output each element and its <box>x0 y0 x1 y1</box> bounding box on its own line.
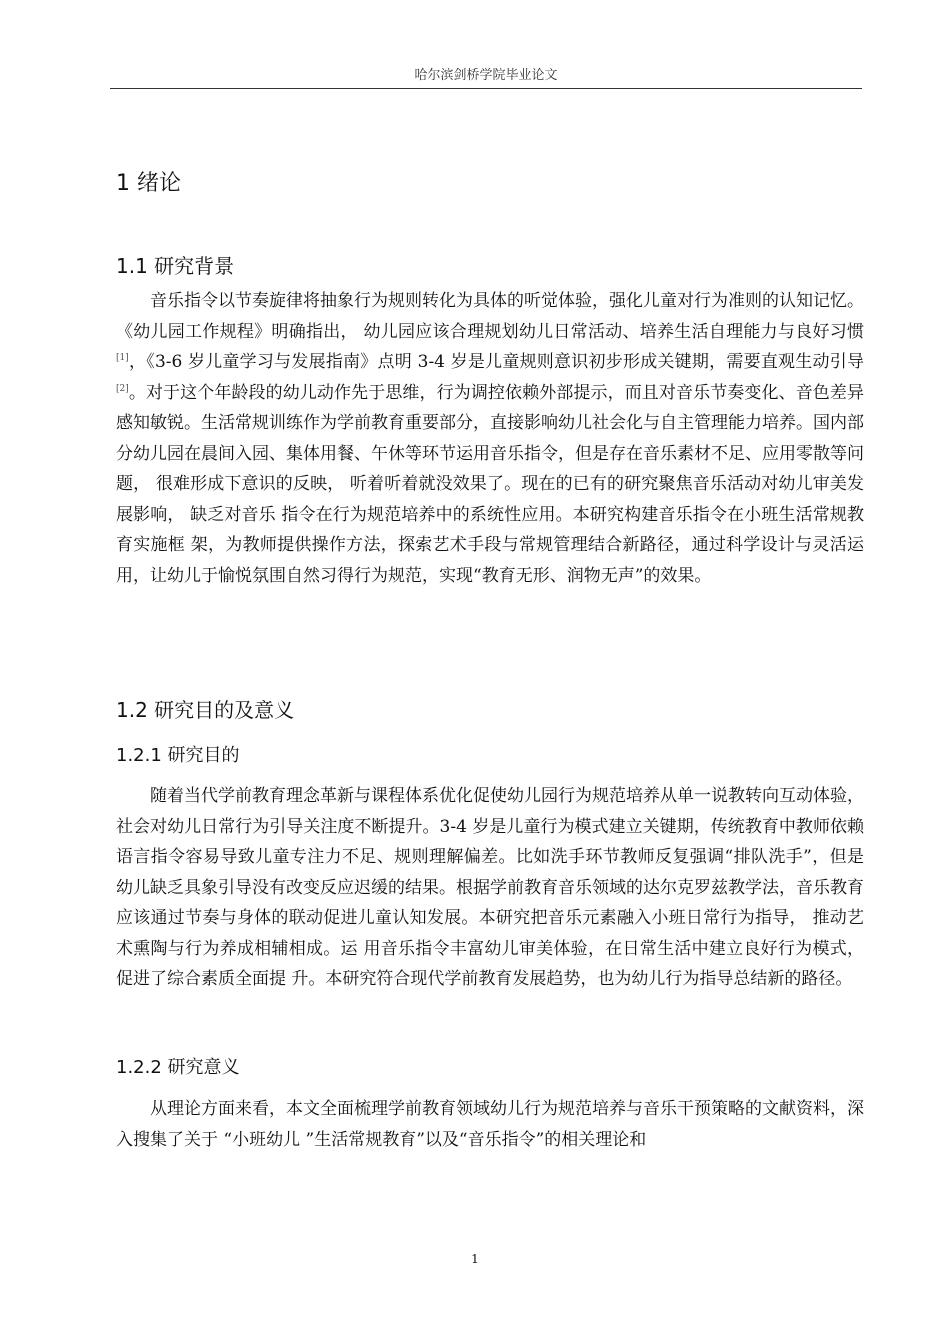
running-header: 哈尔滨剑桥学院毕业论文 <box>414 68 558 83</box>
citation-1: [1] <box>116 353 129 363</box>
paragraph-background-part-3: 。对于这个年龄段的幼儿动作先于思维，行为调控依赖外部提示，而且对音乐节奏变化、音色差异感知敏锐。生活常规训练作为学前教育重要部分，直接影响幼儿社会化与自主管理能力培养。国内部分幼儿园在晨间入园、集体用餐、午休等环节运用音乐指令，但是存在音乐素材不足、应用零散等问题， 很难形成下意识的反映， 听着听着就没效果了。现在的已有的研究聚焦音乐活动对幼儿审美发展影响， 缺乏对音乐 指令在行为规范培养中的系统性应用。本研究构建音乐指令在小班生活常规教育实施框 架，为教师提供操作方法，探索艺术手段与常规管理结合新路径，通过科学设计与灵活运 用，让幼儿于愉悦氛围自然习得行为规范，实现“教育无形、润物无声”的效果。 <box>116 382 864 586</box>
paragraph-significance: 从理论方面来看，本文全面梳理学前教育领域幼儿行为规范培养与音乐干预策略的文献资料，深入搜集了关于 “小班幼儿 ”生活常规教育”以及“音乐指令”的相关理论和 <box>116 1099 864 1150</box>
paragraph-purpose: 随着当代学前教育理念革新与课程体系优化促使幼儿园行为规范培养从单一说教转向互动体验，社会对幼儿日常行为引导关注度不断提升。3-4 岁是儿童行为模式建立关键期，传统教育中教师依赖语言指令容易导致儿童专注力不足、规则理解偏差。比如洗手环节教师反复强调“排队洗手”，但是幼儿缺乏具象引导没有改变反应迟缓的结果。根据学前教育音乐领域的达尔克罗兹教学法，音乐教育应该通过节奏与身体的联动促进儿童认知发展。本研究把音乐元素融入小班日常行为指导， 推动艺术熏陶与行为养成相辅相成。运 用音乐指令丰富幼儿审美体验，在日常生活中建立良好行为模式，促进了综合素质全面提 升。本研究符合现代学前教育发展趋势，也为幼儿行为指导总结新的路径。 <box>116 786 864 989</box>
page-number: 1 <box>471 1252 479 1266</box>
header-rule <box>110 88 862 89</box>
paragraph-background-part-1: 音乐指令以节奏旋律将抽象行为规则转化为具体的听觉体验，强化儿童对行为准则的认知记忆。《幼儿园工作规程》明确指出， 幼儿园应该合理规划幼儿日常活动、培养生活自理能力与良好习惯 <box>116 291 864 342</box>
subsection-title-1-2-1: 1.2.1 研究目的 <box>116 745 240 766</box>
paragraph-background <box>116 286 864 591</box>
subsection-title-1-2-2: 1.2.2 研究意义 <box>116 1057 240 1078</box>
paragraph-background-part-2: ，《3-6 岁儿童学习与发展指南》点明 3-4 岁是儿童规则意识初步形成关键期，需要直观生动引导 <box>128 352 864 372</box>
chapter-title: 1 绪论 <box>116 171 181 196</box>
section-title-1-1: 1.1 研究背景 <box>116 254 235 278</box>
citation-2: [2] <box>116 383 129 394</box>
section-title-1-2: 1.2 研究目的及意义 <box>116 698 295 722</box>
